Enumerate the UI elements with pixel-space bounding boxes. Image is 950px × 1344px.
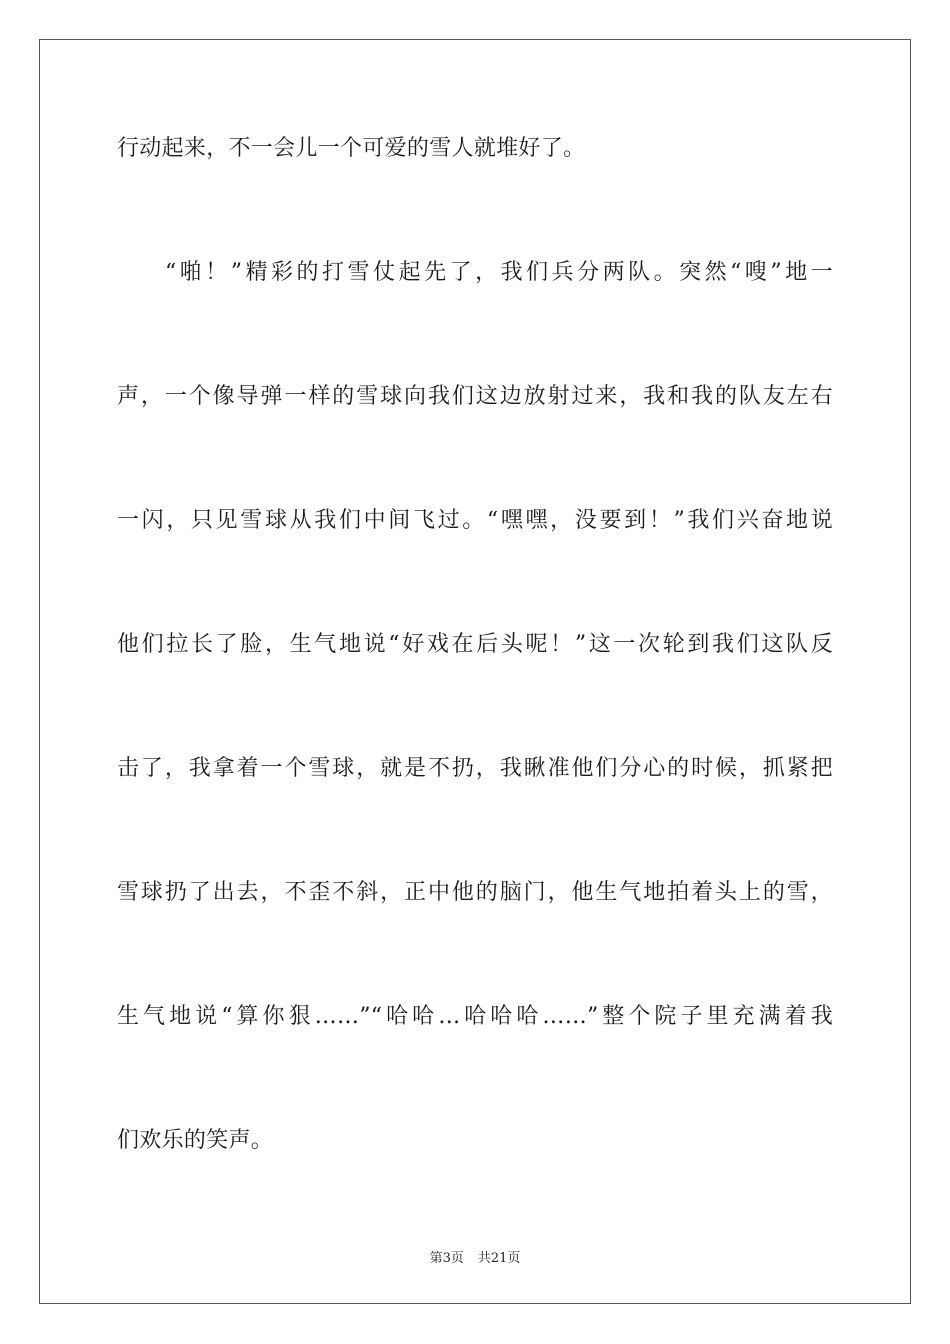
page-number: 第3页	[429, 1251, 464, 1266]
paragraph-line: 击了，我拿着一个雪球，就是不扔，我瞅准他们分心的时候，抓紧把	[117, 756, 833, 781]
page-footer	[0, 1247, 950, 1266]
paragraph-line: 声，一个像导弹一样的雪球向我们这边放射过来，我和我的队友左右	[117, 384, 833, 409]
paragraph-line: 他们拉长了脸，生气地说“好戏在后头呢！”这一次轮到我们这队反	[117, 632, 833, 657]
paragraph-line: 雪球扔了出去，不歪不斜，正中他的脑门，他生气地拍着头上的雪，	[117, 880, 833, 905]
paragraph-line: 一闪，只见雪球从我们中间飞过。“嘿嘿，没要到！”我们兴奋地说	[117, 508, 833, 533]
page-total: 共21页	[477, 1251, 521, 1266]
paragraph-line: 们欢乐的笑声。	[117, 1128, 274, 1153]
page-border	[39, 39, 911, 1304]
paragraph-line: 行动起来，不一会儿一个可爱的雪人就堆好了。	[117, 136, 586, 161]
paragraph-line: 生气地说“算你狠……”“哈哈…哈哈哈……”整个院子里充满着我	[117, 1004, 833, 1029]
paragraph-line: “啪！”精彩的打雪仗起先了，我们兵分两队。突然“嗖”地一	[165, 260, 833, 285]
